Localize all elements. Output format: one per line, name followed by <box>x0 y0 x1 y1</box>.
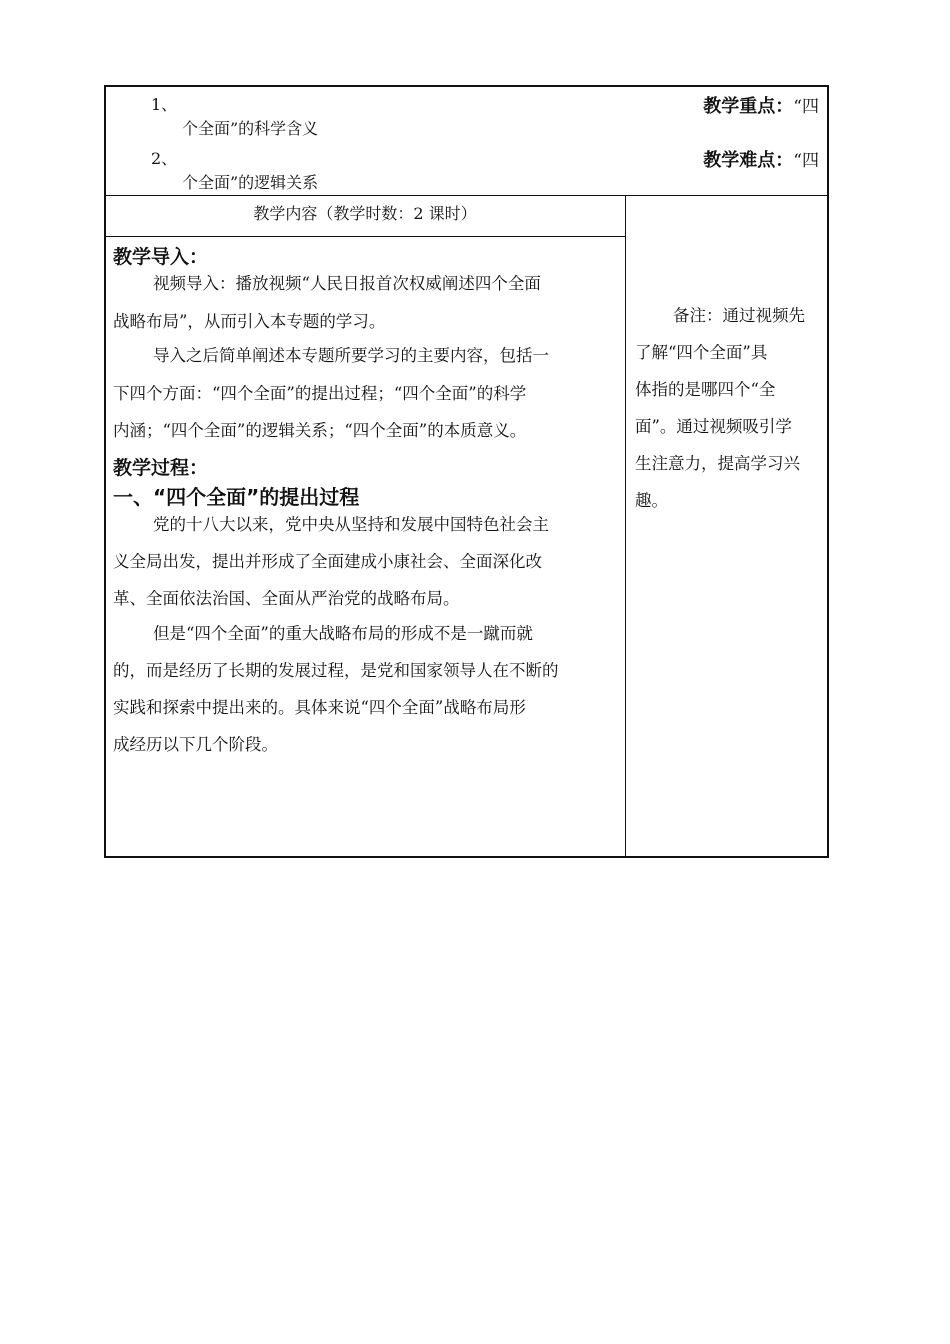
process-p2-line1: 但是“四个全面”的重大战略布局的形成不是一蹴而就 <box>153 624 533 643</box>
process-p1-line3: 革、全面依法治国、全面从严治党的战略布局。 <box>113 589 460 608</box>
note-column-divider <box>625 195 626 858</box>
key-point-label: 教学重点： <box>703 96 794 117</box>
key-point <box>703 92 819 118</box>
note-line-2: 了解“四个全面”具 <box>635 343 768 362</box>
content-header: 教学内容（教学时数：2 课时） <box>253 204 477 223</box>
process-p1-line2: 义全局出发，提出并形成了全面建成小康社会、全面深化改 <box>113 552 542 571</box>
intro-p1-line2: 战略布局”，从而引入本专题的学习。 <box>113 312 386 331</box>
process-p2-line4: 成经历以下几个阶段。 <box>113 735 278 754</box>
item-2-text: 个全面”的逻辑关系 <box>182 173 319 192</box>
section-title: 一、“四个全面”的提出过程 <box>113 485 360 509</box>
difficulty-text: “四 <box>793 151 819 171</box>
header-row-divider <box>104 195 829 196</box>
process-p1-line1: 党的十八大以来，党中央从坚持和发展中国特色社会主 <box>153 515 549 534</box>
difficulty-point <box>703 146 819 172</box>
note-line-6: 趣。 <box>635 491 668 510</box>
note-line-5: 生注意力，提高学习兴 <box>635 454 800 473</box>
intro-p2-line2: 下四个方面：“四个全面”的提出过程；“四个全面”的科学 <box>113 384 527 403</box>
item-1-number: 1、 <box>151 95 178 114</box>
intro-p2-line3: 内涵；“四个全面”的逻辑关系；“四个全面”的本质意义。 <box>113 421 527 440</box>
intro-p1-line1: 视频导入：播放视频“人民日报首次权威阐述四个全面 <box>153 274 541 293</box>
content-header-divider <box>104 236 626 237</box>
note-line-4: 面”。通过视频吸引学 <box>635 417 792 436</box>
intro-heading: 教学导入： <box>113 246 209 268</box>
intro-p2-line1: 导入之后简单阐述本专题所要学习的主要内容，包括一 <box>153 346 549 365</box>
item-1-text: 个全面”的科学含义 <box>182 119 319 138</box>
process-p2-line3: 实践和探索中提出来的。具体来说“四个全面”战略布局形 <box>113 698 526 717</box>
process-p2-line2: 的，而是经历了长期的发展过程，是党和国家领导人在不断的 <box>113 661 559 680</box>
item-2-number: 2、 <box>151 149 178 168</box>
key-point-text: “四 <box>793 97 819 117</box>
note-line-1: 备注：通过视频先 <box>673 306 805 325</box>
difficulty-label: 教学难点： <box>703 150 794 171</box>
process-heading: 教学过程： <box>113 457 209 479</box>
note-line-3: 体指的是哪四个“全 <box>635 380 776 399</box>
